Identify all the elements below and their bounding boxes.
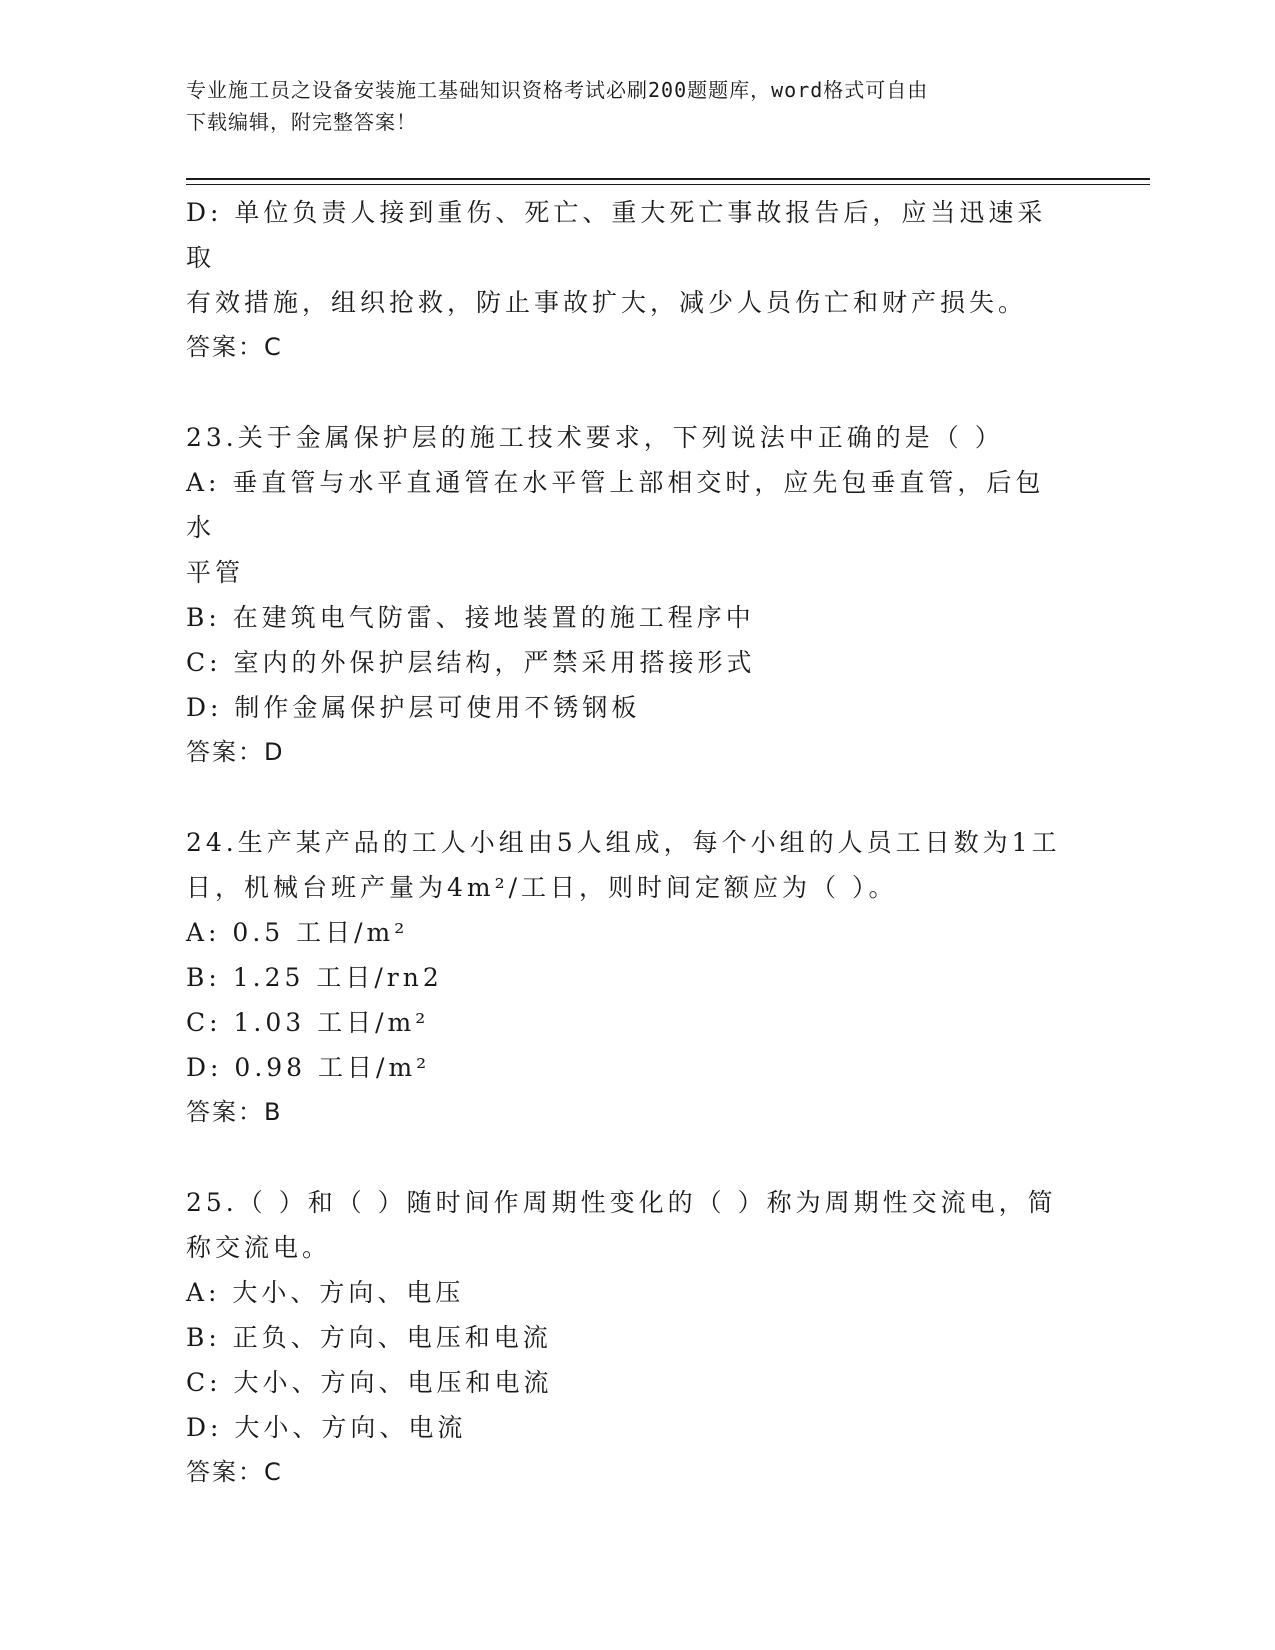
- option-d-line: 有效措施，组织抢救，防止事故扩大，减少人员伤亡和财产损失。: [186, 288, 1028, 317]
- answer-line: 答案：B: [186, 1098, 283, 1126]
- question-25: [186, 1180, 1066, 1495]
- answer-line: 答案：C: [186, 1458, 283, 1486]
- option-c: C: 室内的外保护层结构，严禁采用搭接形式: [186, 648, 756, 677]
- previous-question-tail: [186, 190, 1066, 370]
- question-stem: 23.关于金属保护层的施工技术要求，下列说法中正确的是（ ）: [186, 423, 1004, 452]
- option-b: B: 1.25 工日/rn2: [186, 963, 443, 992]
- option-c: C: 1.03 工日/m²: [186, 1008, 430, 1037]
- question-23: [186, 415, 1066, 775]
- header-title-line-2: 下载编辑，附完整答案！: [186, 110, 417, 134]
- spacer: [186, 775, 1066, 820]
- header-divider-thick: [186, 178, 1150, 180]
- question-stem: 25.（ ）和（ ）随时间作周期性变化的（ ）称为周期性交流电，简: [186, 1188, 1057, 1217]
- spacer: [186, 1135, 1066, 1180]
- question-content: [186, 190, 1066, 1495]
- answer-line: 答案：C: [186, 333, 283, 361]
- header-title-line-1: 专业施工员之设备安装施工基础知识资格考试必刷200题题库，word格式可自由: [186, 78, 929, 102]
- question-stem-continued: 称交流电。: [186, 1233, 332, 1262]
- option-a: A: 垂直管与水平直通管在水平管上部相交时，应先包垂直管，后包水: [186, 468, 1045, 542]
- option-a-continued: 平管: [186, 558, 245, 587]
- option-d: D: 制作金属保护层可使用不锈钢板: [186, 693, 641, 722]
- document-header: [186, 74, 1066, 138]
- question-stem-continued: 日，机械台班产量为4m²/工日，则时间定额应为（ ）。: [186, 873, 898, 902]
- header-divider-thin: [186, 184, 1150, 185]
- option-d-line: D: 单位负责人接到重伤、死亡、重大死亡事故报告后，应当迅速采取: [186, 198, 1047, 272]
- option-b: B: 在建筑电气防雷、接地装置的施工程序中: [186, 603, 755, 632]
- option-b: B: 正负、方向、电压和电流: [186, 1323, 552, 1352]
- question-24: [186, 820, 1066, 1135]
- option-d: D: 大小、方向、电流: [186, 1413, 467, 1442]
- answer-line: 答案：D: [186, 738, 285, 766]
- option-d: D: 0.98 工日/m²: [186, 1053, 431, 1082]
- spacer: [186, 370, 1066, 415]
- option-a: A: 0.5 工日/m²: [186, 918, 409, 947]
- option-a: A: 大小、方向、电压: [186, 1278, 465, 1307]
- question-stem: 24.生产某产品的工人小组由5人组成，每个小组的人员工日数为1工: [186, 828, 1061, 857]
- option-c: C: 大小、方向、电压和电流: [186, 1368, 553, 1397]
